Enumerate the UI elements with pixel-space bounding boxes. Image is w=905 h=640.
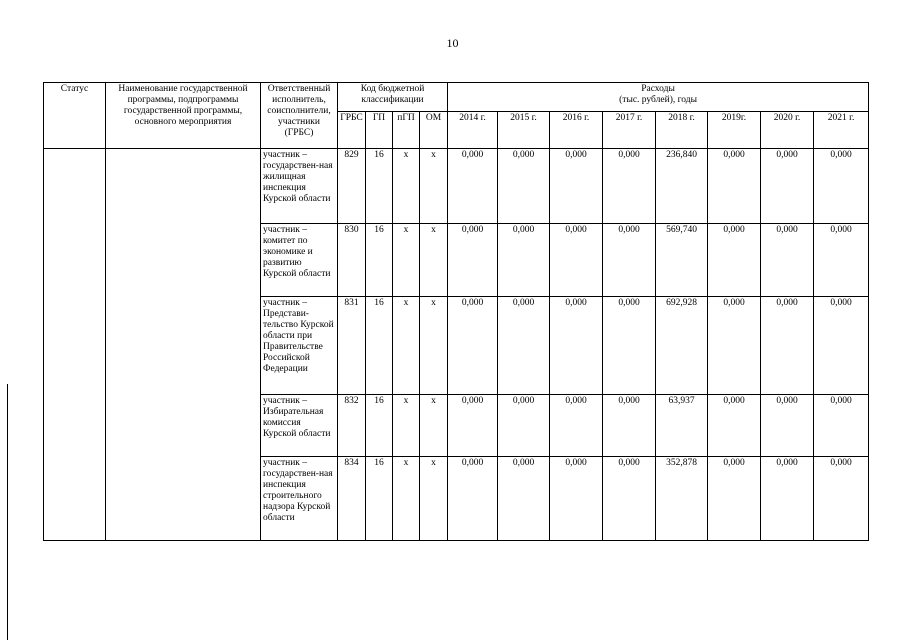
- value-cell: 692,928: [656, 297, 708, 395]
- header-pgp: пГП: [393, 112, 420, 149]
- gp-cell: 16: [366, 457, 393, 541]
- margin-line: [7, 384, 8, 640]
- grbs-cell: 830: [338, 224, 366, 297]
- value-cell: 0,000: [814, 297, 869, 395]
- value-cell: 0,000: [603, 395, 656, 457]
- om-cell: х: [420, 224, 448, 297]
- executor-cell: участник – комитет по экономике и развитию Курской области: [261, 224, 338, 297]
- header-year: 2021 г.: [814, 112, 869, 149]
- executor-cell: участник – Избирательная комиссия Курской области: [261, 395, 338, 457]
- value-cell: 0,000: [498, 457, 550, 541]
- header-year: 2019г.: [708, 112, 761, 149]
- grbs-cell: 831: [338, 297, 366, 395]
- value-cell: 0,000: [603, 457, 656, 541]
- value-cell: 0,000: [603, 297, 656, 395]
- header-year: 2015 г.: [498, 112, 550, 149]
- value-cell: 0,000: [708, 297, 761, 395]
- budget-table: [43, 82, 869, 541]
- pgp-cell: х: [393, 457, 420, 541]
- value-cell: 0,000: [814, 395, 869, 457]
- executor-cell: участник – государствен-ная инспекция строительного надзора Курской области: [261, 457, 338, 541]
- value-cell: 236,840: [656, 149, 708, 224]
- grbs-cell: 834: [338, 457, 366, 541]
- value-cell: 0,000: [814, 224, 869, 297]
- om-cell: х: [420, 457, 448, 541]
- value-cell: 0,000: [498, 395, 550, 457]
- header-budget-code: Код бюджетной классификации: [338, 83, 448, 112]
- header-year: 2018 г.: [656, 112, 708, 149]
- value-cell: 0,000: [708, 457, 761, 541]
- value-cell: 0,000: [448, 297, 498, 395]
- header-year: 2017 г.: [603, 112, 656, 149]
- program-name-cell: [106, 149, 261, 541]
- gp-cell: 16: [366, 149, 393, 224]
- value-cell: 0,000: [761, 457, 814, 541]
- value-cell: 0,000: [448, 457, 498, 541]
- header-grbs: ГРБС: [338, 112, 366, 149]
- value-cell: 0,000: [603, 149, 656, 224]
- pgp-cell: х: [393, 224, 420, 297]
- header-year: 2016 г.: [550, 112, 603, 149]
- header-row-main: [44, 83, 869, 112]
- value-cell: 0,000: [448, 149, 498, 224]
- value-cell: 0,000: [814, 457, 869, 541]
- header-year: 2020 г.: [761, 112, 814, 149]
- value-cell: 0,000: [448, 395, 498, 457]
- value-cell: 569,740: [656, 224, 708, 297]
- header-expenses: Расходы (тыс. рублей), годы: [448, 83, 869, 112]
- value-cell: 0,000: [498, 297, 550, 395]
- om-cell: х: [420, 149, 448, 224]
- value-cell: 0,000: [708, 149, 761, 224]
- value-cell: 0,000: [814, 149, 869, 224]
- header-om: ОМ: [420, 112, 448, 149]
- value-cell: 0,000: [708, 395, 761, 457]
- pgp-cell: х: [393, 395, 420, 457]
- pgp-cell: х: [393, 149, 420, 224]
- value-cell: 0,000: [550, 395, 603, 457]
- value-cell: 63,937: [656, 395, 708, 457]
- gp-cell: 16: [366, 395, 393, 457]
- value-cell: 0,000: [550, 149, 603, 224]
- executor-cell: участник – Представи-тельство Курской области при Правительстве Российской Федерации: [261, 297, 338, 395]
- status-cell: [44, 149, 106, 541]
- header-program-name: Наименование государственной программы, подпрограммы государственной программы, основного мероприятия: [106, 83, 261, 149]
- gp-cell: 16: [366, 224, 393, 297]
- header-year: 2014 г.: [448, 112, 498, 149]
- value-cell: 0,000: [550, 224, 603, 297]
- header-executor: Ответственный исполнитель, соисполнители, участники (ГРБС): [261, 83, 338, 149]
- value-cell: 0,000: [448, 224, 498, 297]
- value-cell: 0,000: [498, 149, 550, 224]
- page-number: 10: [446, 36, 459, 50]
- value-cell: 0,000: [498, 224, 550, 297]
- executor-cell: участник – государствен-ная жилищная инспекция Курской области: [261, 149, 338, 224]
- grbs-cell: 832: [338, 395, 366, 457]
- value-cell: 0,000: [761, 297, 814, 395]
- header-gp: ГП: [366, 112, 393, 149]
- value-cell: 0,000: [550, 457, 603, 541]
- value-cell: 0,000: [761, 224, 814, 297]
- value-cell: 0,000: [761, 395, 814, 457]
- pgp-cell: х: [393, 297, 420, 395]
- om-cell: х: [420, 297, 448, 395]
- value-cell: 352,878: [656, 457, 708, 541]
- grbs-cell: 829: [338, 149, 366, 224]
- value-cell: 0,000: [603, 224, 656, 297]
- value-cell: 0,000: [550, 297, 603, 395]
- value-cell: 0,000: [708, 224, 761, 297]
- value-cell: 0,000: [761, 149, 814, 224]
- header-status: Статус: [44, 83, 106, 149]
- om-cell: х: [420, 395, 448, 457]
- gp-cell: 16: [366, 297, 393, 395]
- table-row: [44, 149, 869, 224]
